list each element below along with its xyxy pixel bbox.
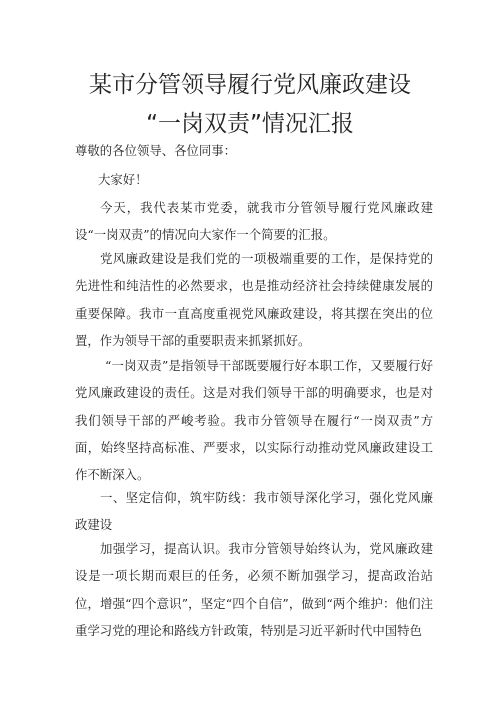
- greeting: 大家好！: [98, 172, 148, 187]
- paragraph-importance: 党风廉政建设是我们党的一项极端重要的工作，是保持党的先进性和纯洁性的必然要求，也是推动经济社会持续健康发展的重要保障。我市一直高度重视党风廉政建设，将其摆在突出的位置，作为领导干部的重要职责来抓紧抓好。: [75, 251, 433, 348]
- paragraph-introduction: 今天，我代表某市党委，就我市分管领导履行党风廉政建设“一岗双责”的情况向大家作一个简要的汇报。: [75, 200, 433, 243]
- document-title-line-2: “一岗双责”情况汇报: [146, 111, 354, 137]
- paragraph-study: 加强学习，提高认识。我市分管领导始终认为，党风廉政建设是一项长期而艰巨的任务，必须不断加强学习，提高政治站位，增强“四个意识”，坚定“四个自信”，做到“两个维护：他们注重学习党的理论和路线方针政策，特别是习近平新时代中国特色: [75, 541, 433, 638]
- paragraph-definition: “一岗双责”是指领导干部既要履行好本职工作，又要履行好党风廉政建设的责任。这是对我们领导干部的明确要求，也是对我们领导干部的严峻考验。我市分管领导在履行“一岗双责”方面，始终坚持高标准、严要求，以实际行动推动党风廉政建设工作不断深入。: [75, 358, 433, 483]
- document-title-line-1: 某市分管领导履行党风廉政建设: [89, 72, 411, 98]
- section-heading-1: 一、坚定信仰，筑牢防线：我市领导深化学习，强化党风廉政建设: [75, 490, 433, 533]
- salutation: 尊敬的各位领导、各位同事：: [75, 143, 237, 158]
